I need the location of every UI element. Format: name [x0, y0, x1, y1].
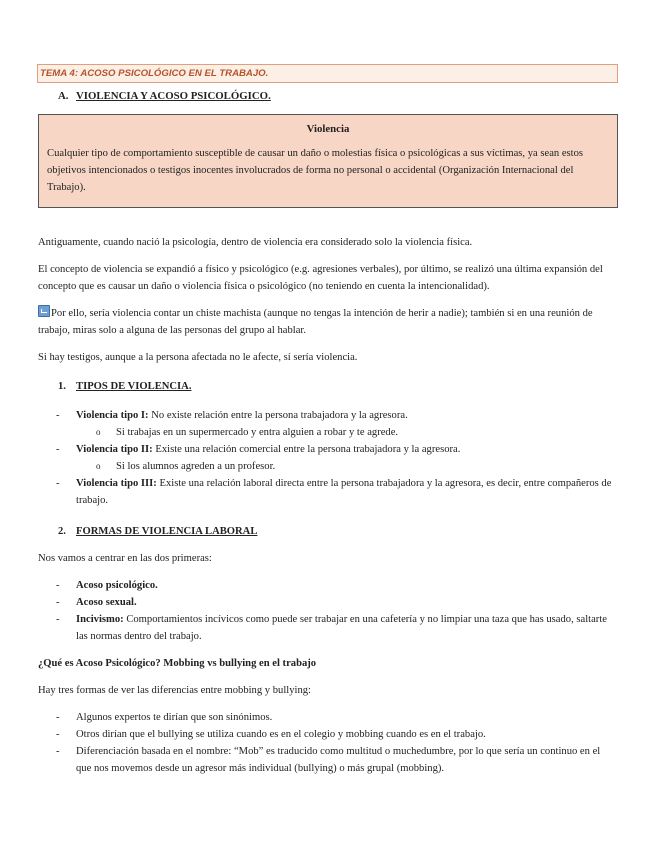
section-2-intro: Nos vamos a centrar en las dos primeras:: [38, 553, 212, 564]
document-page: [38, 64, 618, 777]
paragraph-examples-text: Por ello, sería violencia contar un chiste machista (aunque no tengas la intención de herir a nadie); también si en una reunión de trabajo, miras solo a alguna de las personas del grupo al hablar.: [38, 308, 593, 336]
list-item: [38, 743, 618, 777]
sub-list-container: [38, 458, 618, 475]
topic-header: TEMA 4: ACOSO PSICOLÓGICO EN EL TRABAJO.: [37, 64, 618, 83]
list-item-label: Acoso sexual.: [76, 597, 137, 608]
definition-text: Cualquier tipo de comportamiento susceptible de causar un daño o molestias física o psicológicas a sus víctimas, ya sean estos objetivos intencionados o testigos inocentes involucrados de forma no personal o accidental (Organización Internacional del Trabajo).: [47, 148, 584, 193]
section-1-title: TIPOS DE VIOLENCIA.: [76, 381, 192, 392]
list-item: [38, 577, 618, 594]
sub-list-item-text: Si trabajas en un supermercado y entra alguien a robar y te agrede.: [116, 427, 399, 438]
dash-bullet: -: [56, 410, 60, 421]
paragraph-examples: [38, 305, 618, 339]
list-item: [38, 726, 618, 743]
paragraph-expansion: El concepto de violencia se expandió a físico y psicológico (e.g. agresiones verbales), por último, se realizó una última expansión del concepto que es causar un daño o violencia física o psicológico (no teniendo en cuenta la intencionalidad).: [38, 264, 603, 292]
section-1-heading: [38, 378, 618, 395]
violence-forms-list: [38, 577, 618, 645]
sub-list: [38, 424, 618, 441]
list-item-text: Algunos expertos te dirían que son sinónimos.: [76, 712, 273, 723]
list-item-label: Violencia tipo I:: [76, 410, 149, 421]
violence-types-list: [38, 407, 618, 509]
section-2-marker: 2.: [58, 526, 66, 537]
comment-note-icon[interactable]: [38, 305, 50, 317]
dash-bullet: -: [56, 712, 60, 723]
list-item: [38, 709, 618, 726]
list-item-label: Violencia tipo III:: [76, 478, 157, 489]
section-1-marker: 1.: [58, 381, 66, 392]
question-heading: ¿Qué es Acoso Psicológico? Mobbing vs bullying en el trabajo: [38, 658, 317, 669]
sub-list: [38, 458, 618, 475]
sub-list-item: [78, 458, 618, 475]
list-item-text: Diferenciación basada en el nombre: “Mob” es traducido como multitud o muchedumbre, por lo que sería un continuo en el que nos movemos desde un agresor más individual (bullying) o más grupal (mobbing).: [76, 746, 601, 774]
dash-bullet: -: [56, 444, 60, 455]
circle-bullet: o: [96, 427, 101, 437]
list-item: [38, 611, 618, 645]
dash-bullet: -: [56, 597, 60, 608]
section-2-heading: [38, 523, 618, 540]
section-2-title: FORMAS DE VIOLENCIA LABORAL: [76, 526, 258, 537]
definition-title: Violencia: [306, 123, 350, 135]
list-item: [38, 441, 618, 458]
list-item-text: No existe relación entre la persona trabajadora y la agresora.: [148, 410, 408, 421]
paragraph-witnesses: Si hay testigos, aunque a la persona afectada no le afecte, sí sería violencia.: [38, 352, 358, 363]
list-item: [38, 475, 618, 509]
list-item-text: Existe una relación laboral directa entre la persona trabajadora y la agresora, es decir, entre compañeros de trabajo.: [76, 478, 612, 506]
list-item-text: Existe una relación comercial entre la persona trabajadora y la agresora.: [152, 444, 461, 455]
dash-bullet: -: [56, 478, 60, 489]
list-item-text: Otros dirían que el bullying se utiliza cuando es en el colegio y mobbing cuando es en el trabajo.: [76, 729, 486, 740]
sub-list-item: [78, 424, 618, 441]
sub-list-container: [38, 424, 618, 441]
dash-bullet: -: [56, 614, 60, 625]
dash-bullet: -: [56, 580, 60, 591]
dash-bullet: -: [56, 729, 60, 740]
list-item-label: Incivismo:: [76, 614, 124, 625]
circle-bullet: o: [96, 461, 101, 471]
list-item: [38, 407, 618, 424]
section-a-heading: [38, 88, 618, 105]
definition-box: [38, 114, 618, 208]
list-item-text: Comportamientos incívicos como puede ser trabajar en una cafetería y no limpiar una taza que has usado, saltarte las normas dentro del trabajo.: [76, 614, 607, 642]
mobbing-bullying-list: [38, 709, 618, 777]
list-item-label: Acoso psicológico.: [76, 580, 158, 591]
question-intro: Hay tres formas de ver las diferencias entre mobbing y bullying:: [38, 685, 312, 696]
dash-bullet: -: [56, 746, 60, 757]
list-item: [38, 594, 618, 611]
sub-list-item-text: Si los alumnos agreden a un profesor.: [116, 461, 276, 472]
section-a-title: VIOLENCIA Y ACOSO PSICOLÓGICO.: [76, 90, 271, 102]
section-a-marker: A.: [58, 90, 69, 102]
paragraph-history: Antiguamente, cuando nació la psicología, dentro de violencia era considerado solo la violencia física.: [38, 237, 473, 248]
list-item-label: Violencia tipo II:: [76, 444, 153, 455]
